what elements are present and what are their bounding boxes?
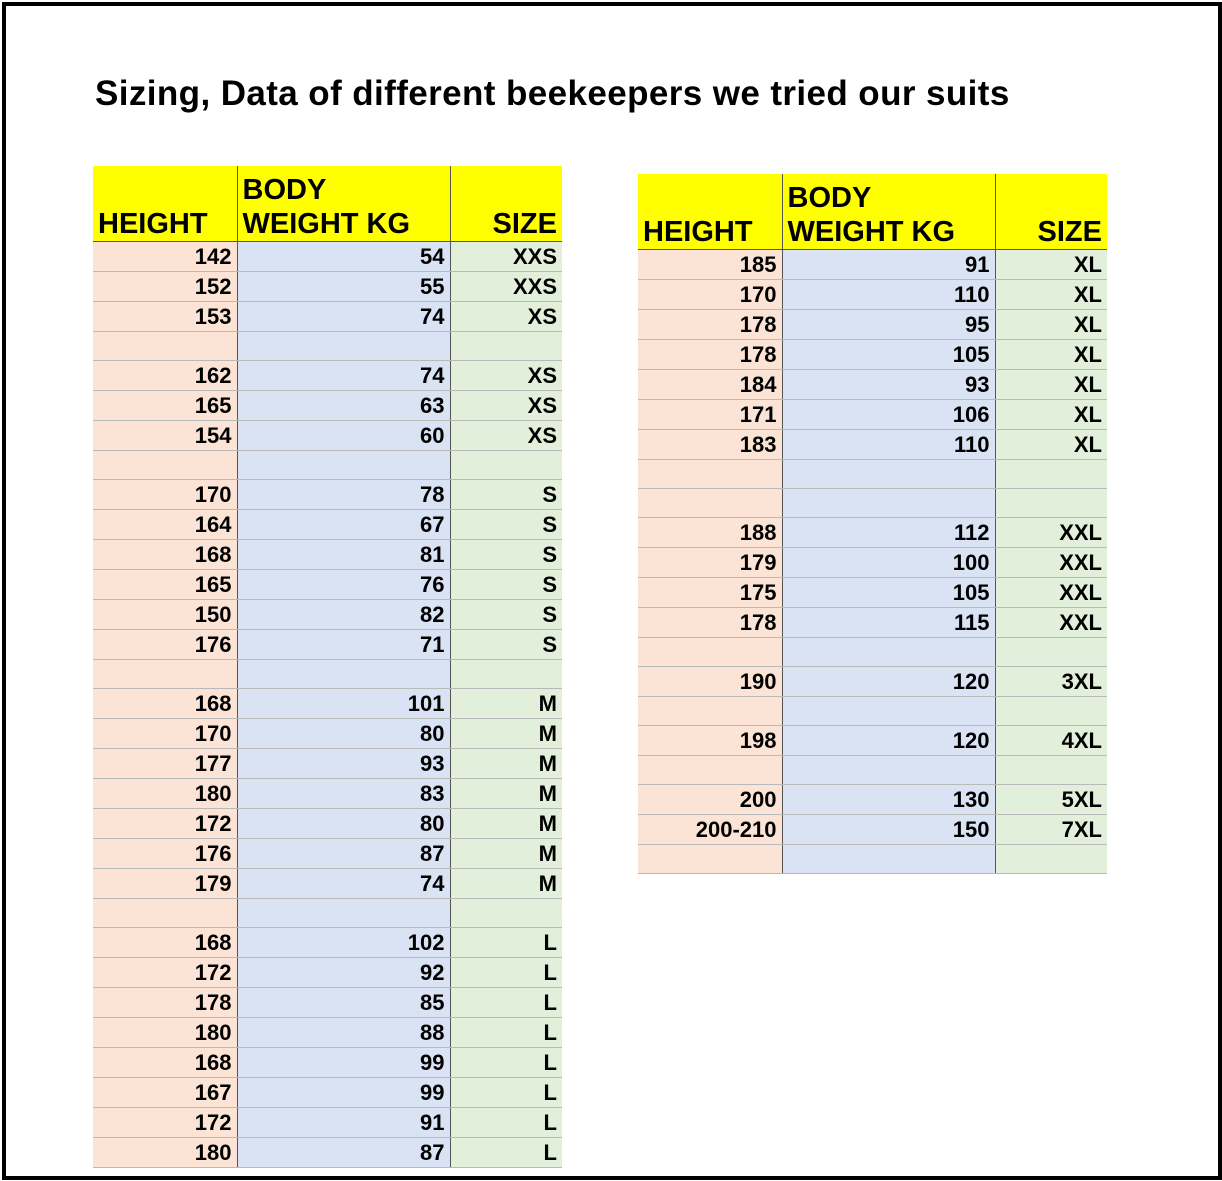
weight-cell: 67: [237, 509, 450, 539]
size-header: SIZE: [450, 166, 562, 241]
weight-header-line2: WEIGHT KG: [787, 215, 956, 248]
header-row: [93, 166, 562, 241]
size-cell: M: [450, 838, 562, 868]
size-cell: S: [450, 599, 562, 629]
height-cell: 200-210: [638, 814, 782, 844]
weight-cell: 110: [782, 429, 995, 459]
size-cell: [450, 450, 562, 479]
height-cell: 178: [638, 339, 782, 369]
table-row: [638, 637, 1107, 666]
table-row: [93, 838, 562, 868]
height-cell: [638, 696, 782, 725]
table-row: [93, 1107, 562, 1137]
height-header: HEIGHT: [638, 174, 782, 249]
size-cell: S: [450, 569, 562, 599]
height-cell: 168: [93, 539, 237, 569]
table-row: [93, 1077, 562, 1107]
weight-cell: [237, 659, 450, 688]
table-row: [93, 301, 562, 331]
weight-cell: 83: [237, 778, 450, 808]
weight-cell: 120: [782, 666, 995, 696]
size-cell: M: [450, 688, 562, 718]
table-row: [638, 814, 1107, 844]
height-cell: 168: [93, 927, 237, 957]
size-cell: XXL: [995, 577, 1107, 607]
height-cell: 178: [93, 987, 237, 1017]
size-cell: S: [450, 479, 562, 509]
height-cell: 176: [93, 838, 237, 868]
weight-cell: 112: [782, 517, 995, 547]
height-cell: 180: [93, 1137, 237, 1167]
weight-cell: [237, 898, 450, 927]
table-row: [93, 569, 562, 599]
size-cell: XS: [450, 420, 562, 450]
table-row: [93, 331, 562, 360]
weight-cell: [782, 844, 995, 873]
table-row: [93, 241, 562, 271]
height-cell: 171: [638, 399, 782, 429]
weight-cell: [237, 450, 450, 479]
height-cell: [638, 459, 782, 488]
weight-cell: 63: [237, 390, 450, 420]
weight-cell: 80: [237, 718, 450, 748]
weight-cell: 74: [237, 868, 450, 898]
table-row: [638, 666, 1107, 696]
height-cell: [93, 450, 237, 479]
weight-cell: 81: [237, 539, 450, 569]
height-cell: 152: [93, 271, 237, 301]
weight-cell: 110: [782, 279, 995, 309]
height-header: HEIGHT: [93, 166, 237, 241]
weight-cell: 87: [237, 838, 450, 868]
weight-cell: 92: [237, 957, 450, 987]
height-cell: 142: [93, 241, 237, 271]
table-row: [93, 659, 562, 688]
weight-cell: 150: [782, 814, 995, 844]
size-cell: M: [450, 748, 562, 778]
height-cell: 170: [93, 718, 237, 748]
height-cell: 172: [93, 957, 237, 987]
weight-cell: 99: [237, 1077, 450, 1107]
table-row: [638, 339, 1107, 369]
table-row: [93, 420, 562, 450]
weight-cell: 93: [782, 369, 995, 399]
size-cell: XXL: [995, 547, 1107, 577]
table-row: [638, 844, 1107, 873]
weight-cell: 105: [782, 339, 995, 369]
table-row: [93, 1047, 562, 1077]
table-row: [93, 868, 562, 898]
weight-cell: 93: [237, 748, 450, 778]
table-row: [93, 718, 562, 748]
size-cell: L: [450, 927, 562, 957]
weight-cell: 80: [237, 808, 450, 838]
height-cell: 165: [93, 569, 237, 599]
size-cell: 3XL: [995, 666, 1107, 696]
height-cell: 164: [93, 509, 237, 539]
table-row: [93, 539, 562, 569]
weight-cell: 100: [782, 547, 995, 577]
size-cell: XXS: [450, 271, 562, 301]
size-cell: L: [450, 987, 562, 1017]
size-cell: XL: [995, 309, 1107, 339]
height-cell: [638, 488, 782, 517]
size-cell: S: [450, 539, 562, 569]
size-header: SIZE: [995, 174, 1107, 249]
table-row: [93, 748, 562, 778]
size-cell: XL: [995, 249, 1107, 279]
weight-cell: 101: [237, 688, 450, 718]
table-row: [638, 459, 1107, 488]
size-cell: XS: [450, 301, 562, 331]
weight-cell: 60: [237, 420, 450, 450]
weight-cell: [782, 637, 995, 666]
table-row: [93, 778, 562, 808]
size-cell: L: [450, 1077, 562, 1107]
size-cell: 5XL: [995, 784, 1107, 814]
size-cell: [995, 459, 1107, 488]
size-cell: [450, 659, 562, 688]
table-row: [638, 249, 1107, 279]
height-cell: 183: [638, 429, 782, 459]
table-row: [93, 390, 562, 420]
size-cell: XS: [450, 360, 562, 390]
weight-cell: 115: [782, 607, 995, 637]
weight-cell: 130: [782, 784, 995, 814]
table-row: [638, 309, 1107, 339]
size-cell: S: [450, 629, 562, 659]
table-row: [93, 987, 562, 1017]
height-cell: 162: [93, 360, 237, 390]
weight-cell: 88: [237, 1017, 450, 1047]
size-cell: L: [450, 1047, 562, 1077]
height-cell: 178: [638, 309, 782, 339]
table-row: [638, 577, 1107, 607]
height-cell: 177: [93, 748, 237, 778]
height-cell: 200: [638, 784, 782, 814]
size-cell: L: [450, 1107, 562, 1137]
page-title: Sizing, Data of different beekeepers we tried our suits: [95, 74, 1010, 113]
height-cell: 185: [638, 249, 782, 279]
weight-cell: 120: [782, 725, 995, 755]
table-row: [93, 509, 562, 539]
table-row: [638, 547, 1107, 577]
weight-cell: 91: [782, 249, 995, 279]
size-cell: 4XL: [995, 725, 1107, 755]
weight-header: [237, 166, 450, 241]
weight-cell: [782, 488, 995, 517]
height-cell: 179: [638, 547, 782, 577]
height-cell: 178: [638, 607, 782, 637]
weight-cell: 55: [237, 271, 450, 301]
weight-header-line2: WEIGHT KG: [242, 207, 411, 240]
table-row: [93, 271, 562, 301]
weight-cell: 95: [782, 309, 995, 339]
weight-header-line1: BODY: [787, 181, 872, 214]
height-cell: 175: [638, 577, 782, 607]
size-cell: M: [450, 868, 562, 898]
size-cell: M: [450, 808, 562, 838]
size-cell: [995, 844, 1107, 873]
height-cell: [638, 637, 782, 666]
weight-cell: [782, 755, 995, 784]
height-cell: 188: [638, 517, 782, 547]
table-row: [93, 808, 562, 838]
height-cell: [93, 898, 237, 927]
weight-cell: 91: [237, 1107, 450, 1137]
weight-cell: 71: [237, 629, 450, 659]
size-cell: XXS: [450, 241, 562, 271]
height-cell: 150: [93, 599, 237, 629]
height-cell: 170: [93, 479, 237, 509]
height-cell: 180: [93, 778, 237, 808]
weight-cell: 76: [237, 569, 450, 599]
table-row: [638, 725, 1107, 755]
size-cell: [450, 331, 562, 360]
size-cell: XL: [995, 429, 1107, 459]
size-cell: XXL: [995, 607, 1107, 637]
size-cell: XL: [995, 279, 1107, 309]
size-cell: [995, 696, 1107, 725]
sizing-table-right: [638, 174, 1107, 874]
size-cell: L: [450, 1137, 562, 1167]
size-cell: XS: [450, 390, 562, 420]
table-row: [93, 957, 562, 987]
size-cell: [995, 637, 1107, 666]
height-cell: 154: [93, 420, 237, 450]
size-cell: L: [450, 957, 562, 987]
height-cell: [638, 844, 782, 873]
table-row: [638, 399, 1107, 429]
table-row: [93, 450, 562, 479]
height-cell: 198: [638, 725, 782, 755]
weight-header: [782, 174, 995, 249]
table-row: [638, 517, 1107, 547]
table-row: [638, 488, 1107, 517]
height-cell: 172: [93, 1107, 237, 1137]
size-cell: XL: [995, 339, 1107, 369]
height-cell: 170: [638, 279, 782, 309]
size-cell: L: [450, 1017, 562, 1047]
sizing-table-left: [93, 166, 562, 1168]
size-cell: XL: [995, 399, 1107, 429]
weight-cell: 74: [237, 360, 450, 390]
table-row: [93, 688, 562, 718]
table-row: [638, 755, 1107, 784]
table-row: [638, 696, 1107, 725]
height-cell: [93, 331, 237, 360]
weight-cell: 99: [237, 1047, 450, 1077]
table-row: [638, 429, 1107, 459]
table-row: [638, 369, 1107, 399]
height-cell: 184: [638, 369, 782, 399]
table-row: [638, 279, 1107, 309]
table-row: [638, 607, 1107, 637]
weight-cell: 85: [237, 987, 450, 1017]
height-cell: 190: [638, 666, 782, 696]
table-row: [93, 1137, 562, 1167]
weight-cell: 105: [782, 577, 995, 607]
table-row: [93, 599, 562, 629]
weight-cell: 102: [237, 927, 450, 957]
size-cell: [995, 755, 1107, 784]
height-cell: 153: [93, 301, 237, 331]
header-row: [638, 174, 1107, 249]
height-cell: 165: [93, 390, 237, 420]
weight-cell: 82: [237, 599, 450, 629]
size-cell: [995, 488, 1107, 517]
table-row: [93, 1017, 562, 1047]
size-cell: 7XL: [995, 814, 1107, 844]
size-cell: S: [450, 509, 562, 539]
size-cell: XL: [995, 369, 1107, 399]
weight-cell: 87: [237, 1137, 450, 1167]
weight-cell: [782, 696, 995, 725]
weight-cell: 106: [782, 399, 995, 429]
height-cell: 167: [93, 1077, 237, 1107]
height-cell: 172: [93, 808, 237, 838]
weight-cell: [237, 331, 450, 360]
size-cell: M: [450, 778, 562, 808]
weight-header-line1: BODY: [242, 173, 327, 206]
table-row: [93, 479, 562, 509]
table-row: [93, 927, 562, 957]
height-cell: 168: [93, 1047, 237, 1077]
table-row: [93, 898, 562, 927]
size-cell: [450, 898, 562, 927]
height-cell: 176: [93, 629, 237, 659]
height-cell: [93, 659, 237, 688]
weight-cell: 54: [237, 241, 450, 271]
table-row: [638, 784, 1107, 814]
table-row: [93, 629, 562, 659]
size-cell: M: [450, 718, 562, 748]
weight-cell: 78: [237, 479, 450, 509]
height-cell: [638, 755, 782, 784]
weight-cell: 74: [237, 301, 450, 331]
height-cell: 168: [93, 688, 237, 718]
table-row: [93, 360, 562, 390]
height-cell: 180: [93, 1017, 237, 1047]
height-cell: 179: [93, 868, 237, 898]
size-cell: XXL: [995, 517, 1107, 547]
weight-cell: [782, 459, 995, 488]
